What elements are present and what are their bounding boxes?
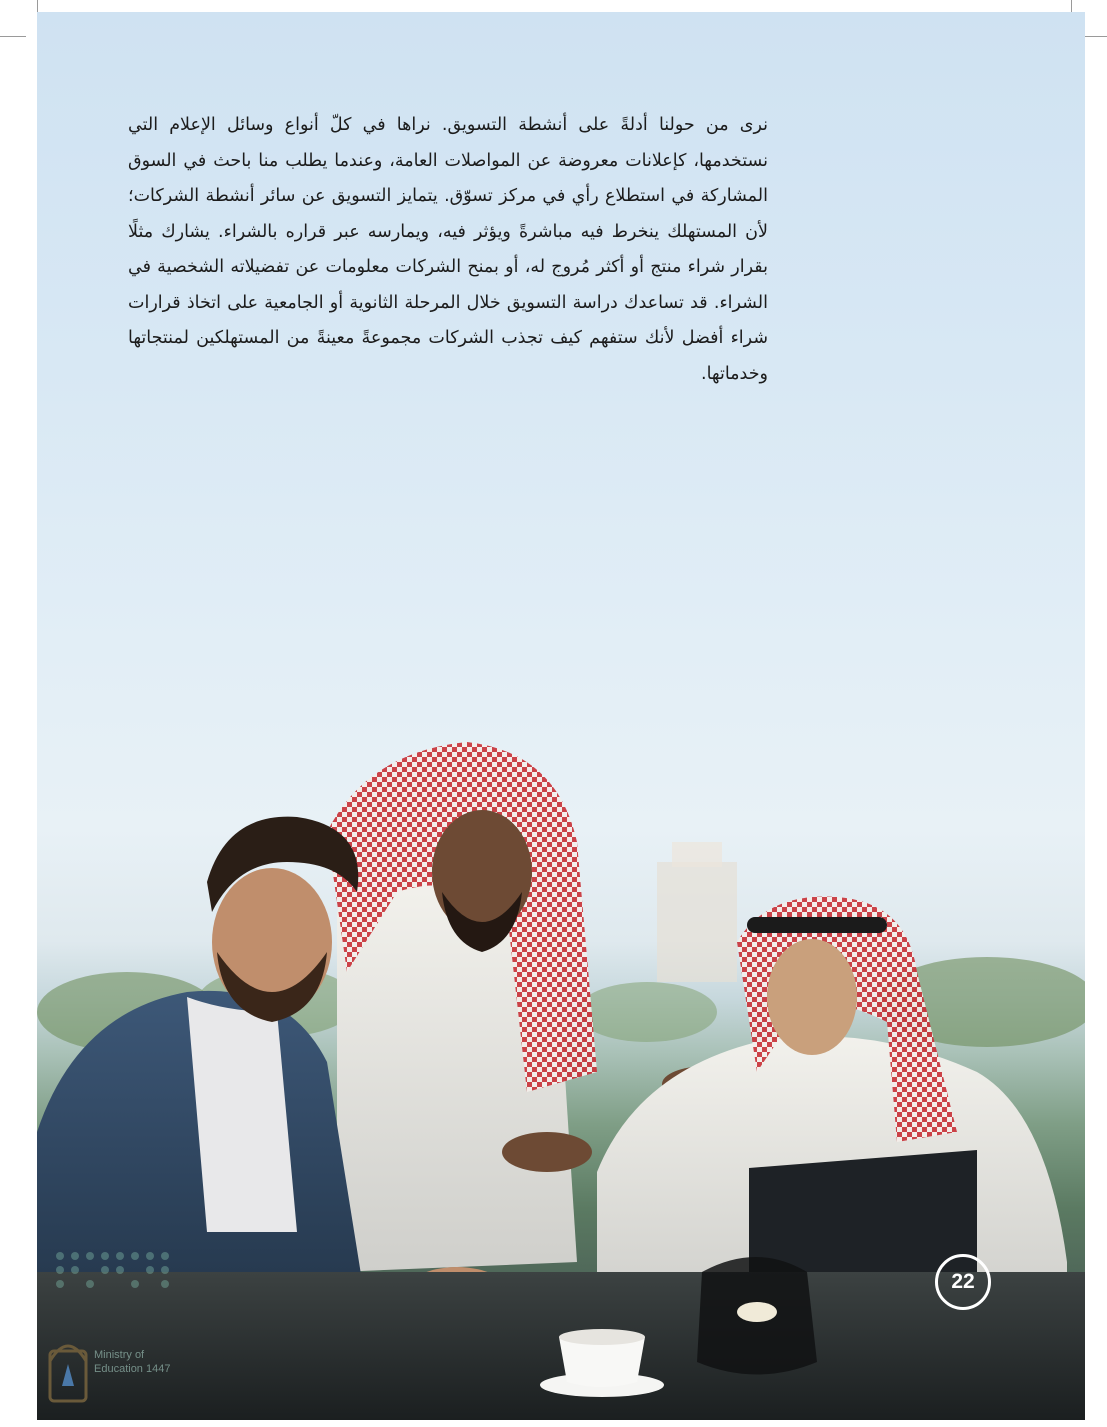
crop-mark-top-left-h [0, 36, 26, 37]
page-number: 22 [935, 1254, 991, 1310]
watermark-text: Ministry of Education 1447 [94, 1349, 171, 1375]
body-paragraph: نرى من حولنا أدلةً على أنشطة التسويق. نراها في كلّ أنواع وسائل الإعلام التي نستخدمها، كإعلانات معروضة عن المواصلات العامة، وعندما يطلب منا باحث في السوق المشاركة في استطلاع رأي في مركز تسوّق. يتمايز التسويق عن سائر أنشطة الشركات؛ لأن المستهلك ينخرط فيه مباشرةً ويؤثر فيه، ويمارسه عبر قراره بالشراء. يشارك مثلًا بقرار شراء منتج أو أكثر مُروج له، أو بمنح الشركات معلومات عن تفضيلاته الشخصية في الشراء. قد تساعدك دراسة التسويق خلال المرحلة الثانوية أو الجامعية على اتخاذ قرارات شراء أفضل لأنك ستفهم كيف تجذب الشركات مجموعةً معينةً من المستهلكين لمنتجاتها وخدماتها. [128, 115, 768, 384]
textbook-page [37, 12, 1085, 1420]
ministry-logo-watermark-icon [37, 1236, 190, 1406]
